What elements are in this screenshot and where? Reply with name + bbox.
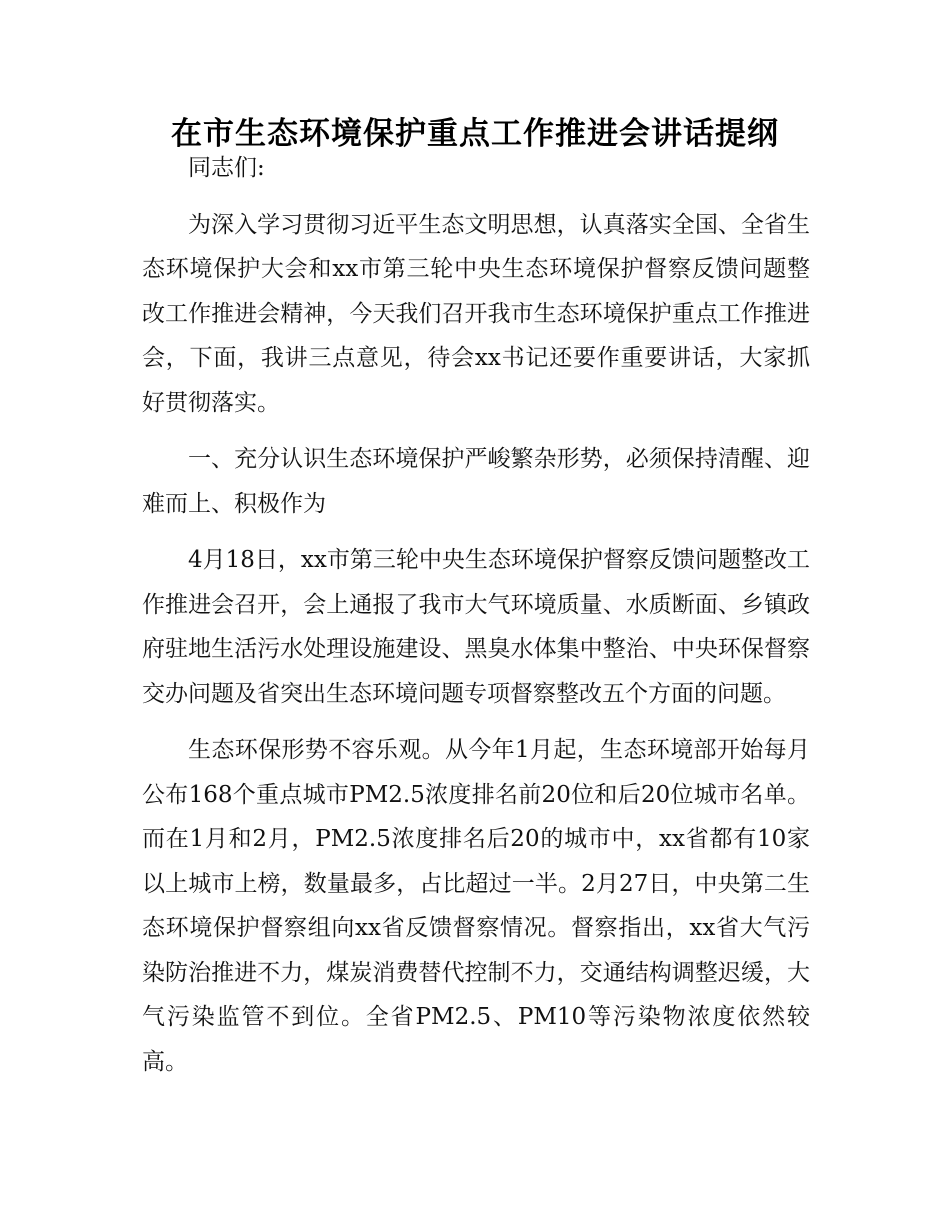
intro-paragraph: 为深入学习贯彻习近平生态文明思想，认真落实全国、全省生态环境保护大会和xx市第三轮中央生态环境保护督察反馈问题整改工作推进会精神，今天我们召开我市生态环境保护重点工作推进会，下面，我讲三点意见，待会xx书记还要作重要讲话，大家抓好贯彻落实。 xyxy=(142,211,810,416)
body-paragraph: 生态环保形势不容乐观。从今年1月起，生态环境部开始每月公布168个重点城市PM2.5浓度排名前20位和后20位城市名单。而在1月和2月，PM2.5浓度排名后20的城市中，xx省都有10家以上城市上榜，数量最多，占比超过一半。2月27日，中央第二生态环境保护督察组向xx省反馈督察情况。督察指出，xx省大气污染防治推进不力，煤炭消费替代控制不力，交通结构调整迟缓，大气污染监管不到位。全省PM2.5、PM10等污染物浓度依然较高。 xyxy=(142,737,810,1075)
section-heading-1: 一、充分认识生态环境保护严峻繁杂形势，必须保持清醒、迎难而上、积极作为 xyxy=(142,446,810,517)
document-title: 在市生态环境保护重点工作推进会讲话提纲 xyxy=(171,116,779,152)
document-body xyxy=(142,146,810,1096)
salutation-paragraph: 同志们: xyxy=(188,155,265,181)
body-paragraph: 4月18日，xx市第三轮中央生态环境保护督察反馈问题整改工作推进会召开，会上通报了我市大气环境质量、水质断面、乡镇政府驻地生活污水处理设施建设、黑臭水体集中整治、中央环保督察交办问题及省突出生态环境问题专项督察整改五个方面的问题。 xyxy=(142,547,810,707)
